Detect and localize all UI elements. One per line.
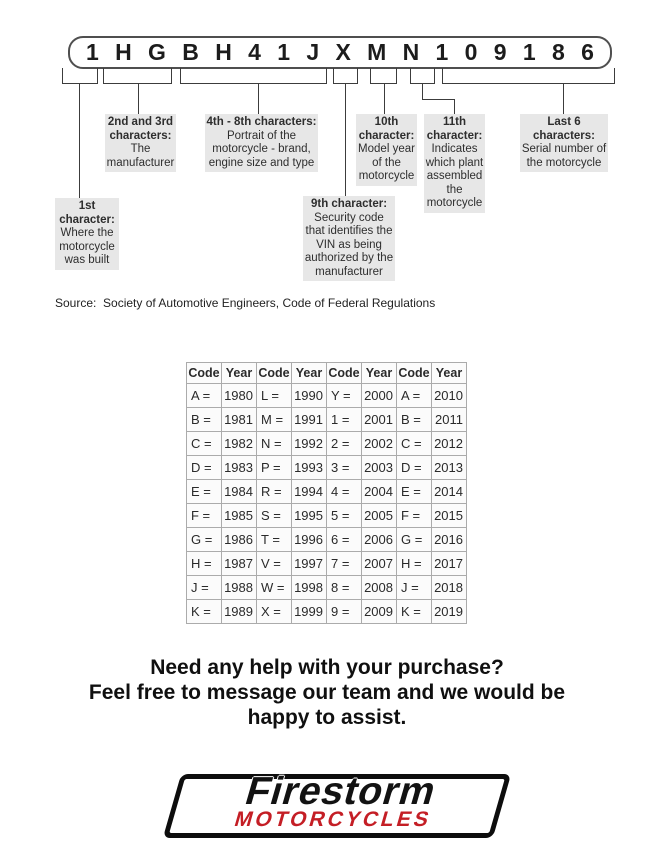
callout-char-10	[356, 114, 417, 186]
year-code-header-cell: Code	[257, 363, 292, 384]
year-cell: 1999	[292, 600, 327, 624]
code-cell: F =	[187, 504, 222, 528]
year-code-table-body	[187, 384, 467, 624]
year-cell: 2019	[432, 600, 467, 624]
year-cell: 1980	[222, 384, 257, 408]
code-cell: J =	[187, 576, 222, 600]
vin-character: 6	[581, 39, 594, 65]
vin-character: 1	[435, 39, 449, 65]
code-cell: D =	[187, 456, 222, 480]
year-code-row	[187, 408, 467, 432]
year-cell: 2007	[362, 552, 397, 576]
year-code-row	[187, 456, 467, 480]
callout-char-9	[303, 196, 395, 281]
code-cell: E =	[397, 480, 432, 504]
code-cell: A =	[187, 384, 222, 408]
code-cell: R =	[257, 480, 292, 504]
code-cell: D =	[397, 456, 432, 480]
connector-char-9	[345, 84, 346, 196]
code-cell: N =	[257, 432, 292, 456]
connector-chars-4-8	[258, 84, 259, 114]
code-cell: K =	[397, 600, 432, 624]
year-cell: 1987	[222, 552, 257, 576]
year-cell: 1990	[292, 384, 327, 408]
code-cell: 6 =	[327, 528, 362, 552]
year-cell: 1991	[292, 408, 327, 432]
vin-character: B	[182, 39, 199, 65]
connector-char-11-h	[422, 99, 455, 100]
logo-sub-text: MOTORCYCLES	[231, 808, 435, 831]
bracket-char-11	[410, 68, 435, 84]
code-cell: 8 =	[327, 576, 362, 600]
code-cell: B =	[187, 408, 222, 432]
year-code-header-cell: Year	[362, 363, 397, 384]
year-code-row	[187, 576, 467, 600]
help-message-line2: Feel free to message our team and we would be	[88, 681, 566, 704]
callout-chars-4-8-title: 4th - 8th characters:	[206, 116, 317, 128]
year-code-table-head	[187, 363, 467, 384]
year-code-table	[186, 362, 467, 624]
year-code-header-cell: Code	[397, 363, 432, 384]
year-cell: 2015	[432, 504, 467, 528]
code-cell: 1 =	[327, 408, 362, 432]
year-cell: 1988	[222, 576, 257, 600]
code-cell: H =	[397, 552, 432, 576]
code-cell: K =	[187, 600, 222, 624]
callout-chars-2-3-title: 2nd and 3rd characters:	[107, 116, 174, 142]
help-message	[0, 655, 654, 730]
vin-character: 8	[551, 39, 565, 65]
connector-char-10	[384, 84, 385, 114]
code-cell: 2 =	[327, 432, 362, 456]
year-cell: 1996	[292, 528, 327, 552]
code-cell: B =	[397, 408, 432, 432]
help-message-line1: Need any help with your purchase?	[150, 656, 504, 679]
year-cell: 2000	[362, 384, 397, 408]
vin-character: 4	[248, 39, 261, 65]
year-cell: 1995	[292, 504, 327, 528]
vin-character: M	[367, 39, 387, 65]
year-cell: 2010	[432, 384, 467, 408]
code-cell: S =	[257, 504, 292, 528]
year-cell: 2002	[362, 432, 397, 456]
year-cell: 2011	[432, 408, 467, 432]
callout-char-9-title: 9th character:	[310, 198, 388, 210]
year-cell: 1984	[222, 480, 257, 504]
year-cell: 2016	[432, 528, 467, 552]
code-cell: 7 =	[327, 552, 362, 576]
connector-chars-2-3	[138, 84, 139, 114]
vin-box	[68, 36, 612, 69]
code-cell: F =	[397, 504, 432, 528]
code-cell: V =	[257, 552, 292, 576]
year-code-row	[187, 528, 467, 552]
vin-character: 0	[464, 39, 478, 65]
year-cell: 2014	[432, 480, 467, 504]
vin-character: G	[148, 39, 166, 65]
connector-last-6	[563, 84, 564, 114]
bracket-chars-2-3	[103, 68, 172, 84]
year-code-header-cell: Code	[327, 363, 362, 384]
code-cell: C =	[187, 432, 222, 456]
firestorm-logo	[163, 770, 511, 838]
year-cell: 2012	[432, 432, 467, 456]
code-cell: 9 =	[327, 600, 362, 624]
code-cell: P =	[257, 456, 292, 480]
year-cell: 2006	[362, 528, 397, 552]
year-code-header-cell: Year	[222, 363, 257, 384]
code-cell: G =	[397, 528, 432, 552]
vin-character: 1	[86, 39, 99, 65]
year-cell: 1981	[222, 408, 257, 432]
year-code-row	[187, 600, 467, 624]
callout-last-6-title: Last 6 characters:	[532, 116, 595, 142]
year-code-header-row	[187, 363, 467, 384]
code-cell: L =	[257, 384, 292, 408]
year-code-header-cell: Year	[432, 363, 467, 384]
year-code-row	[187, 480, 467, 504]
year-code-header-cell: Year	[292, 363, 327, 384]
code-cell: C =	[397, 432, 432, 456]
vin-character: 1	[277, 39, 291, 65]
vin-character: J	[306, 39, 320, 65]
code-cell: J =	[397, 576, 432, 600]
year-cell: 2018	[432, 576, 467, 600]
code-cell: A =	[397, 384, 432, 408]
year-cell: 1997	[292, 552, 327, 576]
callout-chars-4-8	[205, 114, 318, 172]
bracket-char-10	[370, 68, 397, 84]
connector-char-1	[79, 84, 80, 198]
callout-char-10-title: 10th character:	[358, 116, 415, 142]
vin-character: H	[215, 39, 232, 65]
code-cell: E =	[187, 480, 222, 504]
year-code-header-cell: Code	[187, 363, 222, 384]
callout-chars-2-3	[105, 114, 176, 172]
year-cell: 2003	[362, 456, 397, 480]
callout-char-10-body: Model year of the motorcycle	[358, 143, 415, 182]
year-cell: 1993	[292, 456, 327, 480]
vin-character: N	[402, 39, 420, 65]
code-cell: H =	[187, 552, 222, 576]
code-cell: M =	[257, 408, 292, 432]
year-cell: 1998	[292, 576, 327, 600]
connector-char-11-v2	[454, 99, 455, 114]
callout-char-1-body: Where the motorcycle was built	[59, 227, 115, 266]
year-cell: 1983	[222, 456, 257, 480]
callout-char-9-body: Security code that identifies the VIN as being authorized by the manufacturer	[304, 211, 394, 278]
code-cell: 3 =	[327, 456, 362, 480]
callout-last-6	[520, 114, 608, 172]
vin-character: H	[115, 39, 132, 65]
help-message-line3: happy to assist.	[247, 706, 407, 729]
code-cell: 5 =	[327, 504, 362, 528]
callout-char-1-title: 1st character:	[59, 200, 115, 226]
year-code-row	[187, 504, 467, 528]
callout-last-6-body: Serial number of the motorcycle	[521, 143, 607, 169]
callout-char-1	[55, 198, 119, 270]
code-cell: W =	[257, 576, 292, 600]
year-cell: 1982	[222, 432, 257, 456]
callout-chars-4-8-body: Portrait of the motorcycle - brand, engine size and type	[208, 129, 315, 169]
vin-character: 9	[493, 39, 507, 65]
year-cell: 2008	[362, 576, 397, 600]
year-cell: 2009	[362, 600, 397, 624]
bracket-char-1	[62, 68, 98, 84]
bracket-last-6	[442, 68, 615, 84]
code-cell: Y =	[327, 384, 362, 408]
year-cell: 2005	[362, 504, 397, 528]
code-cell: T =	[257, 528, 292, 552]
year-cell: 1985	[222, 504, 257, 528]
bracket-chars-4-8	[180, 68, 327, 84]
year-cell: 1994	[292, 480, 327, 504]
vin-character: 1	[522, 39, 536, 65]
callout-char-11	[424, 114, 485, 213]
source-note: Source: Society of Automotive Engineers, Code of Federal Regulations	[55, 296, 436, 310]
year-cell: 1989	[222, 600, 257, 624]
year-cell: 2017	[432, 552, 467, 576]
logo-brand-text: Firestorm	[240, 770, 442, 813]
vin-character: X	[335, 39, 351, 65]
year-cell: 1992	[292, 432, 327, 456]
year-code-row	[187, 384, 467, 408]
year-cell: 2001	[362, 408, 397, 432]
year-cell: 2013	[432, 456, 467, 480]
connector-char-11-v1	[422, 84, 423, 100]
code-cell: X =	[257, 600, 292, 624]
code-cell: G =	[187, 528, 222, 552]
callout-char-11-title: 11th character:	[426, 116, 483, 142]
year-code-row	[187, 552, 467, 576]
callout-chars-2-3-body: The manufacturer	[106, 143, 175, 169]
code-cell: 4 =	[327, 480, 362, 504]
callout-char-11-body: Indicates which plant assembled the motorcycle	[425, 143, 484, 209]
year-cell: 1986	[222, 528, 257, 552]
year-code-row	[187, 432, 467, 456]
bracket-char-9	[333, 68, 358, 84]
year-cell: 2004	[362, 480, 397, 504]
